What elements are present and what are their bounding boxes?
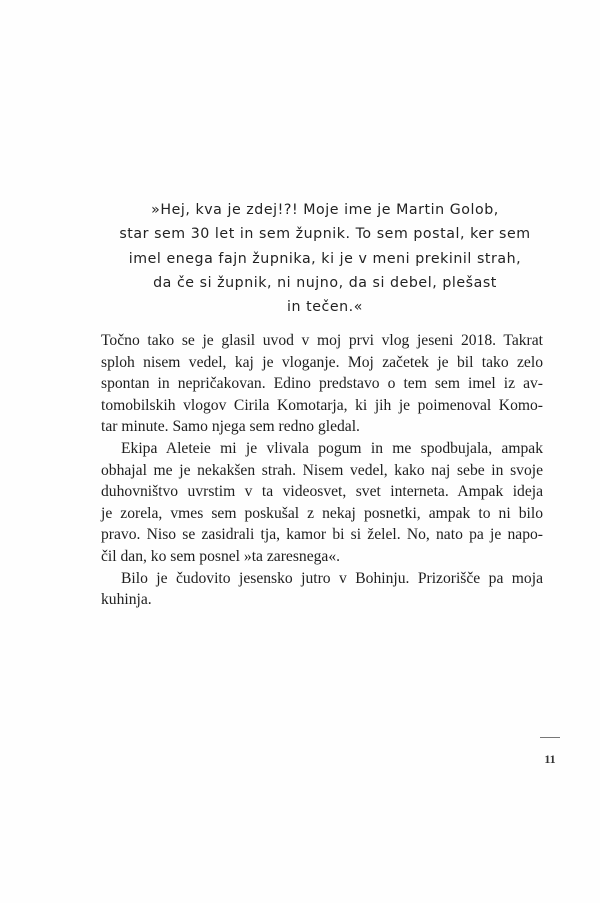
text-line: čil dan, ko sem posnel »ta zaresnega«. <box>101 547 341 565</box>
text-line: tomobilskih vlogov Cirila Komotarja, ki jih je poimenoval Komo- <box>101 396 543 414</box>
page-number: 11 <box>544 752 556 766</box>
epigraph-line: in tečen.« <box>287 299 363 316</box>
text-line: Ekipa Aleteie mi je vlivala pogum in me spodbujala, ampak <box>121 439 543 457</box>
epigraph-line: »Hej, kva je zdej!?! Moje ime je Martin Golob, <box>151 202 499 218</box>
text-line: Točno tako se je glasil uvod v moj prvi vlog jeseni 2018. Takrat <box>101 332 543 349</box>
epigraph-line: star sem 30 let in sem župnik. To sem postal, ker sem <box>119 226 531 243</box>
epigraph-quote <box>100 198 550 319</box>
paragraph-1 <box>101 330 543 438</box>
text-line: spontan in nepričakovan. Edino predstavo o tem sem imel iz av- <box>101 375 543 393</box>
text-line: kuhinja. <box>101 591 152 609</box>
text-line: pravo. Niso se zasidrali tja, kamor bi si želel. No, nato pa je napo- <box>101 526 543 544</box>
epigraph-line: imel enega fajn župnika, ki je v meni prekinil strah, <box>128 250 522 267</box>
text-line: obhajal me je nekakšen strah. Nisem vedel, kako naj sebe in svoje <box>101 461 543 479</box>
text-line: duhovništvo uvrstim v ta videosvet, svet interneta. Ampak ideja <box>101 483 543 501</box>
epigraph-line: da če si župnik, ni nujno, da si debel, plešast <box>153 274 497 291</box>
text-line: je zorela, vmes sem poskušal z nekaj posnetki, ampak to ni bilo <box>101 504 543 522</box>
text-line: sploh nisem vedel, kaj je vloganje. Moj začetek je bil tako zelo <box>101 353 543 371</box>
paragraph-3 <box>101 568 543 611</box>
text-line: Bilo je čudovito jesensko jutro v Bohinju. Prizorišče pa moja <box>121 569 543 587</box>
body-text <box>101 330 543 611</box>
folio-rule-divider <box>540 737 560 738</box>
text-line: tar minute. Samo njega sem redno gledal. <box>101 418 360 436</box>
paragraph-2 <box>101 438 543 568</box>
